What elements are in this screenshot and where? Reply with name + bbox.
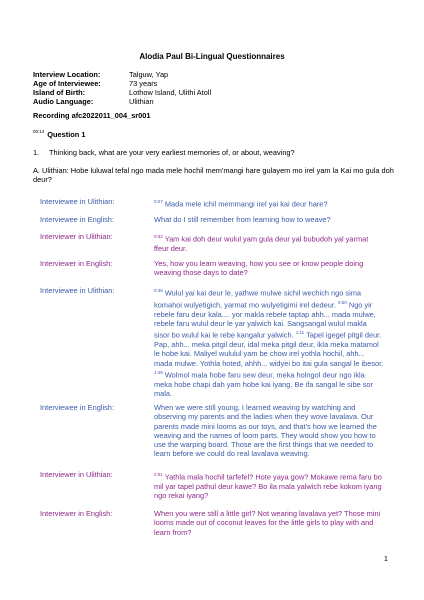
segment-text: Tapel igegel pitgil deur. Pap, ahh... meka pitgil deur, idal meka pitgil deur, ikla meka matamol le hobe kai. Maliyel wululul yam be chow irel yothla hochil, ahh... mada mulwe. Yothla hoted, ahhh... widyei bo itai gula sangal le ibesor. [154, 330, 384, 368]
speaker-label: Interviewee in English: [40, 403, 114, 412]
segment-text: Wolmol mala hobe faru sew deur, meka holngol deur ngo ikla meka hobe chapi dah yam hobe kai iyang. Be ifa sangal le sibe sor mala. [154, 370, 373, 398]
speaker-label: Interviewer in English: [40, 259, 113, 268]
meta-label: Interview Location: [33, 70, 101, 79]
speaker-text [154, 403, 384, 459]
segment-timestamp: 0:27 [154, 199, 163, 204]
segment-timestamp: 0:32 [154, 234, 163, 239]
segment-text: Ngo yir rebele faru deur kala.... yor makla rebele taptap ahh... mada mulwe, rebele faru wulul deur le yar yalwich kai. Sangsangal wulul makla sisor bo wulul kai le rebe kangalur yalwich. [154, 300, 376, 340]
speaker-label: Interviewer in Ulithian: [40, 470, 113, 479]
segment-text: Wulul yai kai deur le, yathwe mulwe sichil wechich ngo sima komahoi wulyetigich, yarmat mo wulyetigimi irel dedeur. [154, 288, 362, 310]
segment-timestamp: 2:01 [154, 472, 163, 477]
meta-row [33, 79, 211, 88]
speaker-label: Interviewee in Ulithian: [40, 197, 115, 206]
meta-label: Island of Birth: [33, 88, 86, 97]
segment-timestamp: 1:11 [295, 330, 305, 336]
speaker-text [154, 232, 384, 253]
segment-timestamp: 0:50 [338, 299, 347, 305]
meta-row [33, 70, 211, 79]
meta-row [33, 88, 211, 97]
speaker-text [154, 286, 384, 398]
question-text [33, 148, 295, 157]
ulithian-question-intro: A. Ulithian: Hobe luluwal tefal ngo mada mele hochil mem'mangi hare gulayem mo irel yam la Kai mo gula doh deur? [33, 166, 394, 185]
speaker-text [154, 259, 384, 278]
meta-label: Audio Language: [33, 97, 94, 106]
segment-timestamp: 1:49 [154, 369, 163, 375]
segment-text: Mada mele ichil memmangi irel yai kai deur hare? [164, 199, 328, 209]
segment-timestamp: 0:36 [154, 288, 163, 293]
meta-value: Talguw, Yap [129, 70, 169, 79]
page-number: 1 [384, 556, 388, 563]
segment-text: Yathla mala hochil tarfefel? Hote yaya gow? Mokawe rema faru bo mil yar tapel pathul deur kawe? Bo ila mala yalwich rebe kokom iyang ngo rekai iyang? [154, 472, 382, 501]
question-title: Question 1 [47, 130, 86, 139]
meta-row [33, 97, 211, 106]
question-body: Thinking back, what are your very earliest memories of, or about, weaving? [49, 148, 295, 157]
speaker-text [154, 509, 384, 537]
question-timestamp: 00:14 [33, 129, 45, 134]
document-title: Alodia Paul Bi-Lingual Questionnaires [139, 52, 285, 61]
meta-value: Lothow Island, Ulithi Atoll [129, 88, 212, 97]
segment-text: When you were still a little girl? Not wearing lavalava yet? Those mini looms made out of coconut leaves for the little girls to play with and learn from? [154, 509, 381, 537]
question-number: 1. [33, 148, 40, 157]
segment-text: Yes, how you learn weaving, how you see or know people doing weaving those days to date? [154, 259, 364, 278]
segment-text: When we were still young, I learned weaving by watching and observing my parents and the ladies when they wove lavalava. Our parents made mini looms as our toys, and that's how we learned the weaving and the names of loom parts. They would show you how to use the warping board. Those are the first things that we needed to learn before we could do real lavalava weaving. [154, 403, 377, 459]
speaker-label: Interviewee in English: [40, 215, 114, 224]
speaker-text [154, 197, 384, 209]
interview-metadata [33, 70, 211, 106]
meta-value: Ulithian [129, 97, 154, 106]
segment-text: What do I still remember from learning how to weave? [154, 215, 331, 224]
meta-label: Age of Interviewee: [33, 79, 101, 88]
speaker-label: Interviewee in Ulithian: [40, 286, 115, 295]
segment-text: Yam kai doh deur wulul yam gula deur yal bubudoh yal yarmat ffeur deur. [154, 234, 369, 253]
speaker-text [154, 470, 384, 500]
question-heading [33, 129, 85, 139]
speaker-label: Interviewer in English: [40, 509, 113, 518]
meta-value: 73 years [129, 79, 158, 88]
speaker-label: Interviewer in Ulithian: [40, 232, 113, 241]
speaker-text [154, 215, 384, 224]
recording-id: Recording afc2022011_004_sr001 [33, 111, 151, 120]
